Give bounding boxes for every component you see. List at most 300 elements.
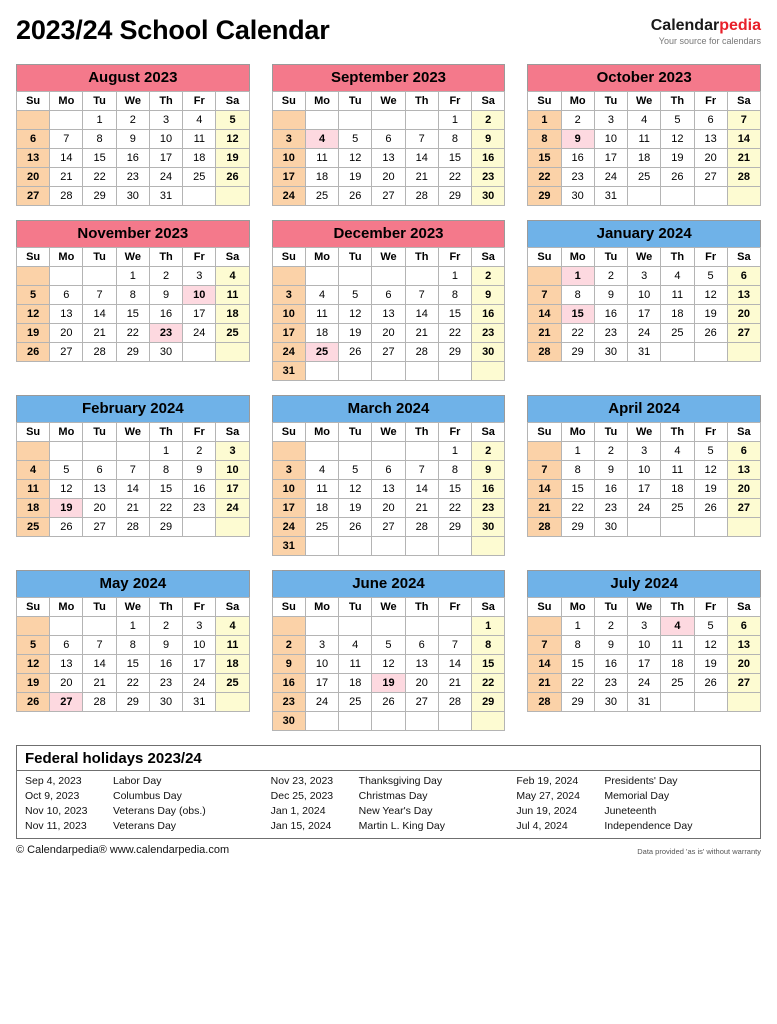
day-cell[interactable]: 22 [116,324,149,343]
day-cell[interactable]: 15 [561,305,594,324]
day-cell[interactable]: 7 [405,130,438,149]
day-cell[interactable]: 20 [50,674,83,693]
day-cell[interactable]: 3 [628,442,661,461]
day-cell[interactable]: 24 [272,187,305,206]
day-cell[interactable]: 7 [405,286,438,305]
day-cell[interactable]: 1 [438,111,471,130]
day-cell[interactable]: 4 [661,617,694,636]
day-cell[interactable]: 27 [405,693,438,712]
day-cell[interactable]: 24 [594,168,627,187]
day-cell[interactable]: 6 [17,130,50,149]
day-cell[interactable]: 13 [405,655,438,674]
day-cell[interactable]: 16 [594,655,627,674]
day-cell[interactable]: 13 [727,636,760,655]
day-cell[interactable]: 6 [727,617,760,636]
day-cell[interactable]: 8 [561,286,594,305]
day-cell[interactable]: 20 [50,324,83,343]
day-cell[interactable]: 19 [661,149,694,168]
day-cell[interactable]: 19 [339,324,372,343]
day-cell[interactable]: 31 [272,537,305,556]
day-cell[interactable]: 19 [339,499,372,518]
day-cell[interactable]: 2 [594,617,627,636]
day-cell[interactable]: 8 [116,286,149,305]
day-cell[interactable]: 28 [528,518,561,537]
day-cell[interactable]: 13 [50,305,83,324]
day-cell[interactable]: 11 [628,130,661,149]
day-cell[interactable]: 10 [305,655,338,674]
day-cell[interactable]: 29 [561,518,594,537]
day-cell[interactable]: 27 [83,518,116,537]
day-cell[interactable]: 15 [528,149,561,168]
day-cell[interactable]: 29 [116,693,149,712]
day-cell[interactable]: 28 [405,187,438,206]
day-cell[interactable]: 3 [305,636,338,655]
day-cell[interactable]: 2 [116,111,149,130]
day-cell[interactable]: 14 [83,305,116,324]
day-cell[interactable]: 2 [594,442,627,461]
day-cell[interactable]: 28 [405,518,438,537]
day-cell[interactable]: 6 [50,286,83,305]
day-cell[interactable]: 13 [727,286,760,305]
day-cell[interactable]: 17 [594,149,627,168]
day-cell[interactable]: 2 [149,267,182,286]
day-cell[interactable]: 12 [694,461,727,480]
day-cell[interactable]: 16 [594,480,627,499]
day-cell[interactable]: 28 [528,343,561,362]
day-cell[interactable]: 6 [405,636,438,655]
day-cell[interactable]: 29 [561,343,594,362]
day-cell[interactable]: 26 [694,324,727,343]
day-cell[interactable]: 15 [472,655,505,674]
day-cell[interactable]: 10 [272,305,305,324]
day-cell[interactable]: 28 [528,693,561,712]
day-cell[interactable]: 25 [183,168,216,187]
day-cell[interactable]: 18 [183,149,216,168]
day-cell[interactable]: 18 [339,674,372,693]
day-cell[interactable]: 23 [272,693,305,712]
day-cell[interactable]: 26 [339,343,372,362]
day-cell[interactable]: 10 [272,149,305,168]
day-cell[interactable]: 20 [727,655,760,674]
day-cell[interactable]: 1 [438,442,471,461]
day-cell[interactable]: 28 [438,693,471,712]
day-cell[interactable]: 29 [116,343,149,362]
day-cell[interactable]: 1 [116,267,149,286]
day-cell[interactable]: 3 [272,461,305,480]
day-cell[interactable]: 21 [405,499,438,518]
day-cell[interactable]: 3 [628,617,661,636]
day-cell[interactable]: 10 [628,461,661,480]
day-cell[interactable]: 12 [661,130,694,149]
day-cell[interactable]: 4 [305,286,338,305]
day-cell[interactable]: 22 [561,324,594,343]
day-cell[interactable]: 16 [472,149,505,168]
day-cell[interactable]: 28 [50,187,83,206]
day-cell[interactable]: 3 [594,111,627,130]
day-cell[interactable]: 3 [183,617,216,636]
day-cell[interactable]: 3 [628,267,661,286]
day-cell[interactable]: 9 [149,286,182,305]
day-cell[interactable]: 16 [472,305,505,324]
day-cell[interactable]: 12 [17,655,50,674]
day-cell[interactable]: 12 [17,305,50,324]
day-cell[interactable]: 12 [694,286,727,305]
day-cell[interactable]: 28 [83,343,116,362]
day-cell[interactable]: 22 [561,674,594,693]
day-cell[interactable]: 22 [528,168,561,187]
day-cell[interactable]: 15 [116,305,149,324]
day-cell[interactable]: 24 [149,168,182,187]
day-cell[interactable]: 20 [727,305,760,324]
day-cell[interactable]: 28 [727,168,760,187]
day-cell[interactable]: 21 [405,324,438,343]
day-cell[interactable]: 7 [50,130,83,149]
day-cell[interactable]: 4 [661,442,694,461]
day-cell[interactable]: 20 [17,168,50,187]
day-cell[interactable]: 22 [561,499,594,518]
day-cell[interactable]: 12 [216,130,249,149]
day-cell[interactable]: 9 [116,130,149,149]
day-cell[interactable]: 29 [561,693,594,712]
day-cell[interactable]: 25 [339,693,372,712]
day-cell[interactable]: 27 [17,187,50,206]
day-cell[interactable]: 13 [727,461,760,480]
day-cell[interactable]: 14 [50,149,83,168]
day-cell[interactable]: 23 [594,674,627,693]
day-cell[interactable]: 25 [661,499,694,518]
day-cell[interactable]: 4 [339,636,372,655]
day-cell[interactable]: 25 [661,324,694,343]
day-cell[interactable]: 4 [183,111,216,130]
day-cell[interactable]: 31 [272,362,305,381]
day-cell[interactable]: 23 [594,499,627,518]
day-cell[interactable]: 27 [372,518,405,537]
day-cell[interactable]: 17 [628,480,661,499]
day-cell[interactable]: 15 [83,149,116,168]
day-cell[interactable]: 7 [528,636,561,655]
day-cell[interactable]: 9 [594,286,627,305]
day-cell[interactable]: 1 [528,111,561,130]
day-cell[interactable]: 14 [528,305,561,324]
day-cell[interactable]: 27 [727,674,760,693]
day-cell[interactable]: 5 [339,461,372,480]
day-cell[interactable]: 7 [83,286,116,305]
day-cell[interactable]: 16 [149,655,182,674]
day-cell[interactable]: 27 [50,343,83,362]
day-cell[interactable]: 23 [472,499,505,518]
day-cell[interactable]: 21 [528,324,561,343]
day-cell[interactable]: 23 [116,168,149,187]
day-cell[interactable]: 9 [472,286,505,305]
day-cell[interactable]: 9 [472,461,505,480]
day-cell[interactable]: 26 [17,343,50,362]
day-cell[interactable]: 22 [116,674,149,693]
day-cell[interactable]: 31 [149,187,182,206]
day-cell[interactable]: 25 [17,518,50,537]
day-cell[interactable]: 9 [594,461,627,480]
day-cell[interactable]: 13 [694,130,727,149]
day-cell[interactable]: 30 [149,343,182,362]
day-cell[interactable]: 15 [149,480,182,499]
day-cell[interactable]: 7 [438,636,471,655]
day-cell[interactable]: 13 [372,305,405,324]
day-cell[interactable]: 7 [528,286,561,305]
day-cell[interactable]: 14 [528,480,561,499]
day-cell[interactable]: 3 [272,286,305,305]
day-cell[interactable]: 1 [561,617,594,636]
day-cell[interactable]: 26 [216,168,249,187]
day-cell[interactable]: 29 [438,343,471,362]
day-cell[interactable]: 21 [727,149,760,168]
day-cell[interactable]: 17 [149,149,182,168]
day-cell[interactable]: 26 [661,168,694,187]
day-cell[interactable]: 6 [50,636,83,655]
day-cell[interactable]: 26 [339,518,372,537]
day-cell[interactable]: 10 [594,130,627,149]
day-cell[interactable]: 30 [116,187,149,206]
day-cell[interactable]: 19 [694,655,727,674]
day-cell[interactable]: 2 [594,267,627,286]
day-cell[interactable]: 3 [149,111,182,130]
day-cell[interactable]: 16 [561,149,594,168]
day-cell[interactable]: 9 [472,130,505,149]
day-cell[interactable]: 10 [149,130,182,149]
day-cell[interactable]: 5 [372,636,405,655]
day-cell[interactable]: 13 [50,655,83,674]
day-cell[interactable]: 1 [472,617,505,636]
day-cell[interactable]: 10 [628,636,661,655]
day-cell[interactable]: 21 [405,168,438,187]
day-cell[interactable]: 26 [694,499,727,518]
day-cell[interactable]: 6 [694,111,727,130]
day-cell[interactable]: 31 [183,693,216,712]
day-cell[interactable]: 26 [50,518,83,537]
day-cell[interactable]: 25 [628,168,661,187]
day-cell[interactable]: 2 [272,636,305,655]
day-cell[interactable]: 11 [17,480,50,499]
day-cell[interactable]: 19 [694,305,727,324]
day-cell[interactable]: 11 [305,305,338,324]
day-cell[interactable]: 28 [405,343,438,362]
day-cell[interactable]: 2 [183,442,216,461]
day-cell[interactable]: 30 [594,343,627,362]
day-cell[interactable]: 23 [183,499,216,518]
day-cell[interactable]: 16 [472,480,505,499]
day-cell[interactable]: 4 [216,617,249,636]
day-cell[interactable]: 2 [472,442,505,461]
day-cell[interactable]: 8 [438,286,471,305]
day-cell[interactable]: 14 [528,655,561,674]
day-cell[interactable]: 12 [339,480,372,499]
day-cell[interactable]: 15 [116,655,149,674]
day-cell[interactable]: 5 [50,461,83,480]
day-cell[interactable]: 10 [216,461,249,480]
day-cell[interactable]: 19 [694,480,727,499]
day-cell[interactable]: 8 [116,636,149,655]
day-cell[interactable]: 8 [561,636,594,655]
day-cell[interactable]: 24 [272,343,305,362]
day-cell[interactable]: 19 [17,324,50,343]
day-cell[interactable]: 27 [727,499,760,518]
day-cell[interactable]: 19 [50,499,83,518]
day-cell[interactable]: 27 [727,324,760,343]
day-cell[interactable]: 14 [405,480,438,499]
day-cell[interactable]: 19 [339,168,372,187]
day-cell[interactable]: 8 [438,461,471,480]
day-cell[interactable]: 7 [116,461,149,480]
day-cell[interactable]: 8 [83,130,116,149]
day-cell[interactable]: 11 [305,149,338,168]
day-cell[interactable]: 29 [149,518,182,537]
day-cell[interactable]: 14 [727,130,760,149]
day-cell[interactable]: 21 [116,499,149,518]
day-cell[interactable]: 12 [339,305,372,324]
day-cell[interactable]: 30 [272,712,305,731]
day-cell[interactable]: 24 [183,674,216,693]
day-cell[interactable]: 21 [528,499,561,518]
day-cell[interactable]: 9 [149,636,182,655]
day-cell[interactable]: 25 [305,187,338,206]
day-cell[interactable]: 8 [149,461,182,480]
day-cell[interactable]: 11 [661,286,694,305]
day-cell[interactable]: 2 [561,111,594,130]
day-cell[interactable]: 9 [272,655,305,674]
day-cell[interactable]: 29 [528,187,561,206]
day-cell[interactable]: 20 [727,480,760,499]
day-cell[interactable]: 11 [305,480,338,499]
day-cell[interactable]: 5 [661,111,694,130]
day-cell[interactable]: 20 [372,499,405,518]
day-cell[interactable]: 24 [216,499,249,518]
day-cell[interactable]: 26 [372,693,405,712]
day-cell[interactable]: 24 [183,324,216,343]
day-cell[interactable]: 22 [472,674,505,693]
day-cell[interactable]: 12 [694,636,727,655]
day-cell[interactable]: 18 [216,655,249,674]
day-cell[interactable]: 5 [339,286,372,305]
day-cell[interactable]: 19 [372,674,405,693]
day-cell[interactable]: 12 [372,655,405,674]
day-cell[interactable]: 11 [183,130,216,149]
day-cell[interactable]: 21 [50,168,83,187]
day-cell[interactable]: 20 [405,674,438,693]
day-cell[interactable]: 12 [50,480,83,499]
day-cell[interactable]: 24 [305,693,338,712]
day-cell[interactable]: 30 [472,518,505,537]
day-cell[interactable]: 6 [372,130,405,149]
day-cell[interactable]: 13 [17,149,50,168]
day-cell[interactable]: 19 [17,674,50,693]
day-cell[interactable]: 21 [438,674,471,693]
day-cell[interactable]: 28 [83,693,116,712]
day-cell[interactable]: 23 [472,324,505,343]
day-cell[interactable]: 24 [628,324,661,343]
day-cell[interactable]: 27 [372,343,405,362]
day-cell[interactable]: 25 [216,674,249,693]
day-cell[interactable]: 22 [438,168,471,187]
day-cell[interactable]: 18 [628,149,661,168]
day-cell[interactable]: 28 [116,518,149,537]
day-cell[interactable]: 22 [438,499,471,518]
day-cell[interactable]: 10 [183,286,216,305]
day-cell[interactable]: 25 [216,324,249,343]
day-cell[interactable]: 1 [438,267,471,286]
day-cell[interactable]: 8 [472,636,505,655]
day-cell[interactable]: 1 [561,442,594,461]
day-cell[interactable]: 5 [339,130,372,149]
day-cell[interactable]: 5 [216,111,249,130]
day-cell[interactable]: 16 [116,149,149,168]
day-cell[interactable]: 14 [83,655,116,674]
day-cell[interactable]: 19 [216,149,249,168]
day-cell[interactable]: 26 [694,674,727,693]
day-cell[interactable]: 4 [661,267,694,286]
day-cell[interactable]: 15 [561,480,594,499]
day-cell[interactable]: 8 [561,461,594,480]
day-cell[interactable]: 30 [149,693,182,712]
day-cell[interactable]: 17 [305,674,338,693]
day-cell[interactable]: 30 [594,693,627,712]
day-cell[interactable]: 14 [116,480,149,499]
day-cell[interactable]: 18 [17,499,50,518]
day-cell[interactable]: 8 [528,130,561,149]
day-cell[interactable]: 17 [272,499,305,518]
day-cell[interactable]: 21 [83,324,116,343]
day-cell[interactable]: 21 [83,674,116,693]
day-cell[interactable]: 25 [305,343,338,362]
day-cell[interactable]: 2 [472,267,505,286]
day-cell[interactable]: 11 [216,286,249,305]
day-cell[interactable]: 10 [272,480,305,499]
day-cell[interactable]: 29 [438,187,471,206]
day-cell[interactable]: 6 [372,286,405,305]
day-cell[interactable]: 9 [594,636,627,655]
day-cell[interactable]: 11 [661,461,694,480]
day-cell[interactable]: 6 [727,442,760,461]
day-cell[interactable]: 30 [594,518,627,537]
day-cell[interactable]: 31 [594,187,627,206]
day-cell[interactable]: 13 [83,480,116,499]
day-cell[interactable]: 2 [149,617,182,636]
day-cell[interactable]: 25 [305,518,338,537]
day-cell[interactable]: 26 [17,693,50,712]
day-cell[interactable]: 24 [628,499,661,518]
day-cell[interactable]: 4 [216,267,249,286]
day-cell[interactable]: 5 [694,442,727,461]
day-cell[interactable]: 24 [628,674,661,693]
day-cell[interactable]: 26 [339,187,372,206]
day-cell[interactable]: 29 [83,187,116,206]
day-cell[interactable]: 1 [83,111,116,130]
day-cell[interactable]: 23 [561,168,594,187]
day-cell[interactable]: 17 [628,305,661,324]
day-cell[interactable]: 18 [661,305,694,324]
day-cell[interactable]: 11 [661,636,694,655]
day-cell[interactable]: 5 [694,267,727,286]
day-cell[interactable]: 23 [472,168,505,187]
day-cell[interactable]: 8 [438,130,471,149]
day-cell[interactable]: 29 [438,518,471,537]
day-cell[interactable]: 21 [528,674,561,693]
day-cell[interactable]: 29 [472,693,505,712]
day-cell[interactable]: 4 [628,111,661,130]
day-cell[interactable]: 24 [272,518,305,537]
day-cell[interactable]: 16 [149,305,182,324]
day-cell[interactable]: 17 [216,480,249,499]
day-cell[interactable]: 18 [305,499,338,518]
day-cell[interactable]: 10 [628,286,661,305]
day-cell[interactable]: 6 [372,461,405,480]
